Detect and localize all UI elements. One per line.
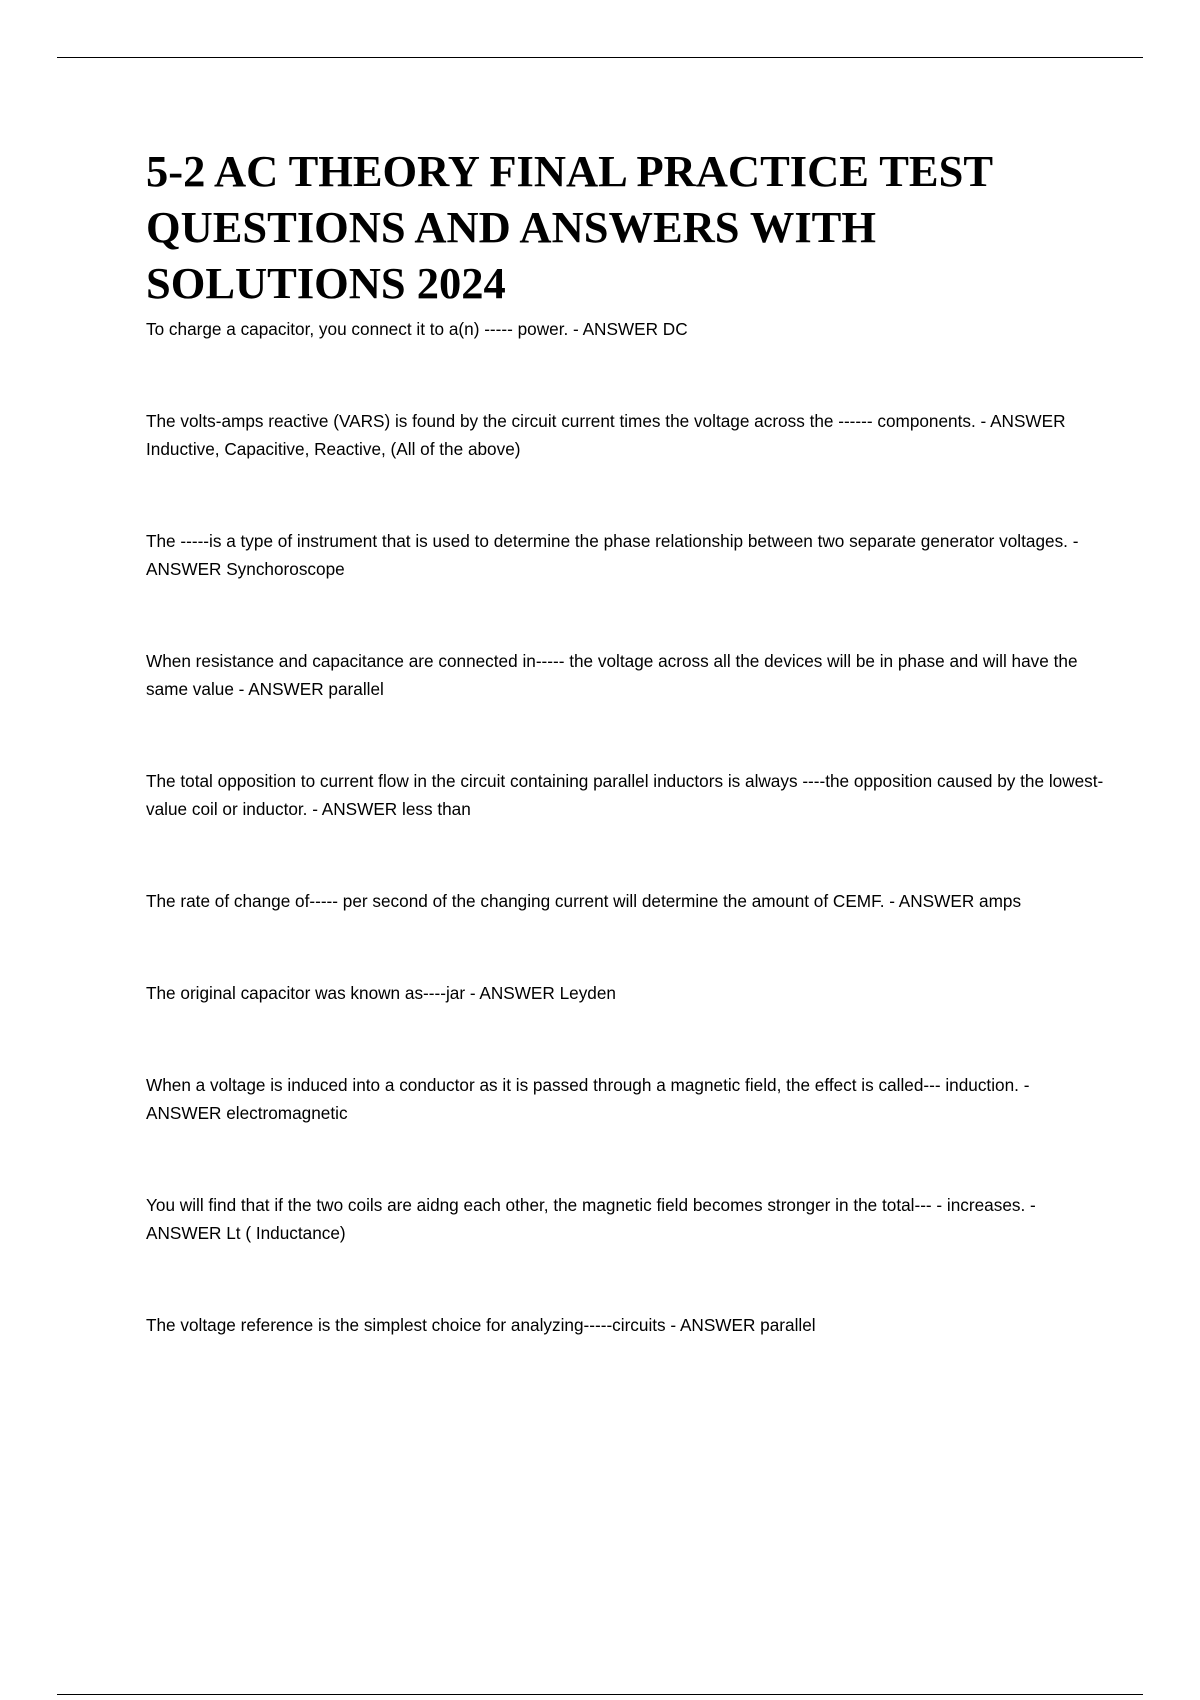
document-body	[146, 143, 1106, 1403]
qa-item: The volts-amps reactive (VARS) is found by the circuit current times the voltage across the ------ components. - ANSWER Inductive, Capacitive, Reactive, (All of the above)	[146, 411, 1066, 459]
document-title: 5-2 AC THEORY FINAL PRACTICE TEST QUESTIONS AND ANSWERS WITH SOLUTIONS 2024	[146, 146, 993, 308]
qa-item: To charge a capacitor, you connect it to a(n) ----- power. - ANSWER DC	[146, 319, 688, 339]
qa-item: The rate of change of----- per second of the changing current will determine the amount of CEMF. - ANSWER amps	[146, 891, 1022, 911]
qa-item: The total opposition to current flow in the circuit containing parallel inductors is always ----the opposition caused by the lowest-value coil or inductor. - ANSWER less than	[146, 771, 1104, 819]
top-divider	[57, 57, 1143, 58]
qa-item: The -----is a type of instrument that is used to determine the phase relationship between two separate generator voltages. - ANSWER Synchoroscope	[146, 531, 1079, 579]
qa-list	[146, 315, 1106, 1339]
qa-item: When a voltage is induced into a conductor as it is passed through a magnetic field, the effect is called--- induction. - ANSWER electromagnetic	[146, 1075, 1030, 1123]
qa-item: When resistance and capacitance are connected in----- the voltage across all the devices will be in phase and will have the same value - ANSWER parallel	[146, 651, 1078, 699]
qa-item: The voltage reference is the simplest choice for analyzing-----circuits - ANSWER parallel	[146, 1315, 816, 1335]
qa-item: The original capacitor was known as----jar - ANSWER Leyden	[146, 983, 616, 1003]
bottom-divider	[57, 1694, 1143, 1695]
qa-item: You will find that if the two coils are aidng each other, the magnetic field becomes stronger in the total--- - increases. - ANSWER Lt ( Inductance)	[146, 1195, 1036, 1243]
